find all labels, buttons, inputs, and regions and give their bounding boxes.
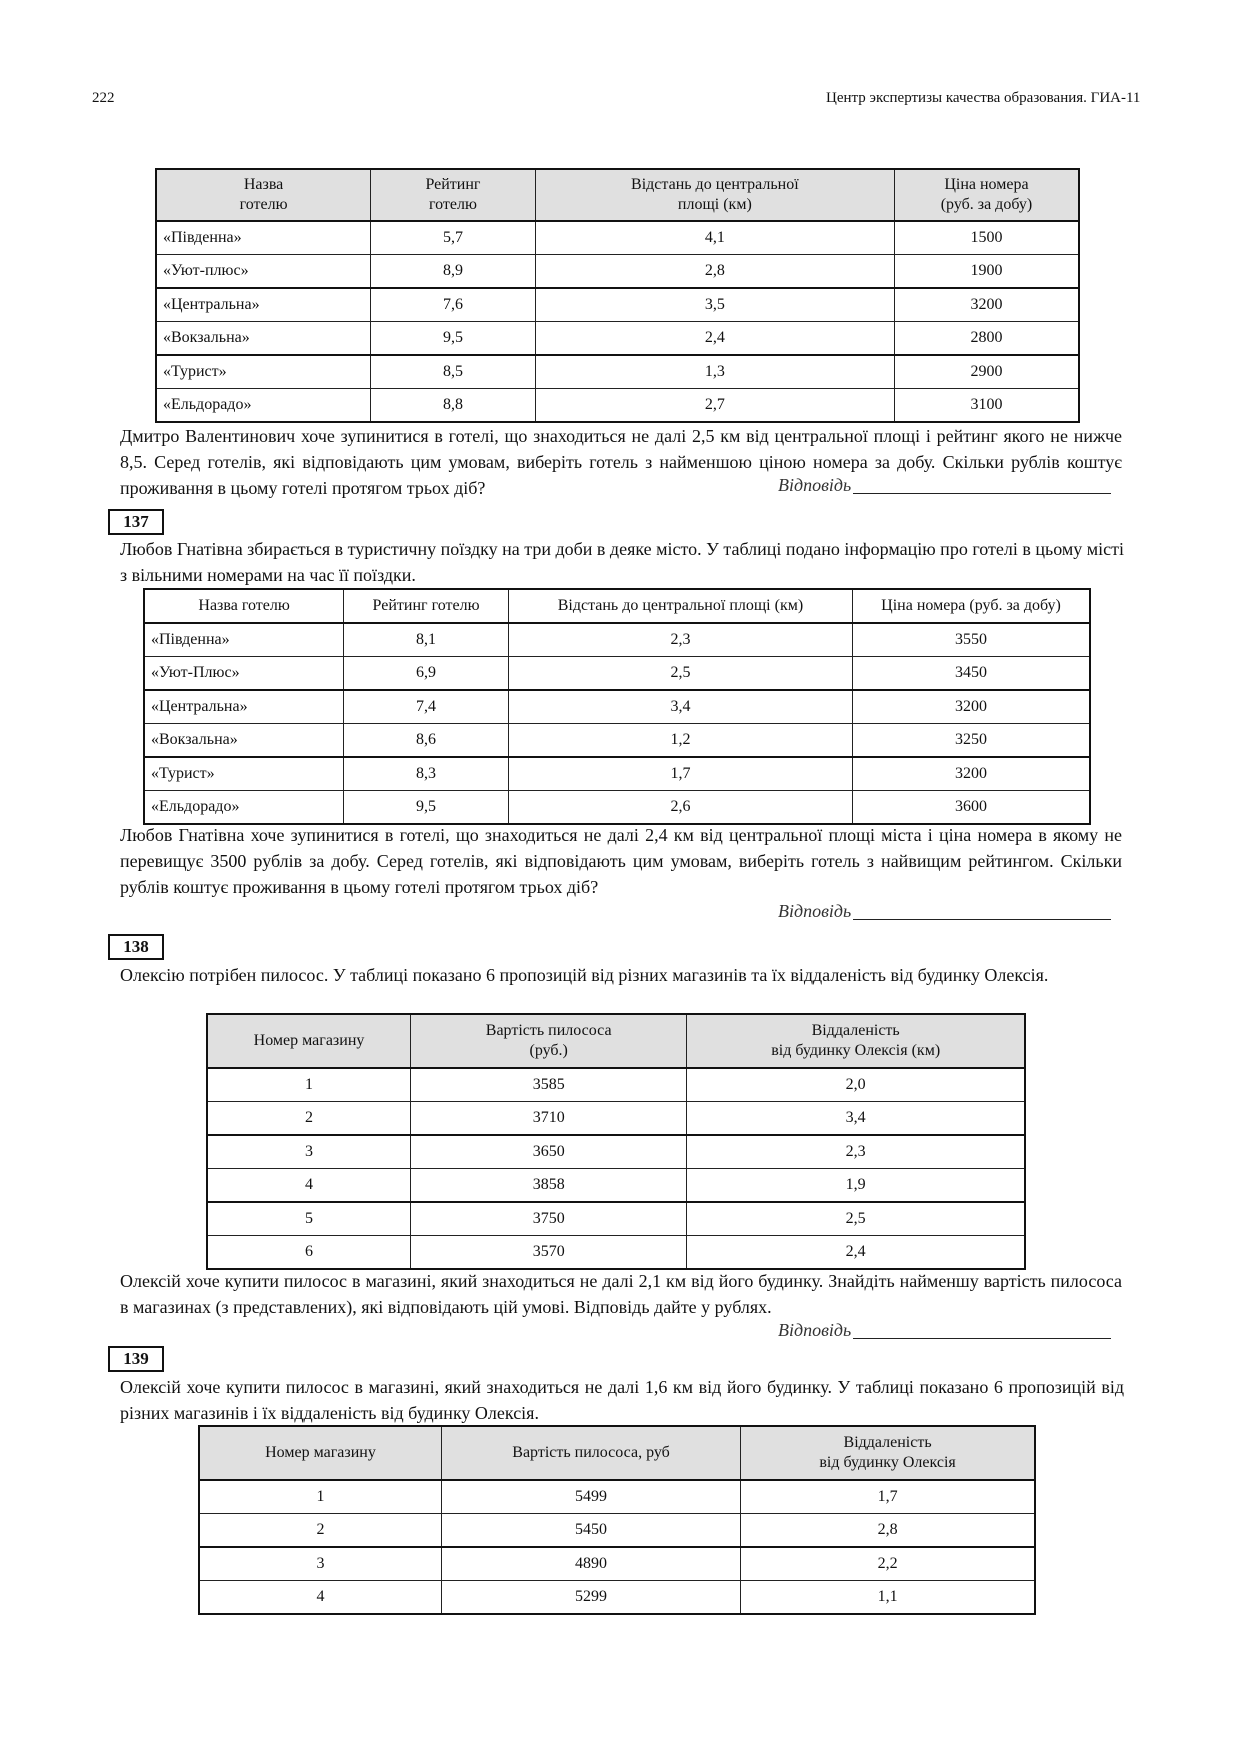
table-row — [156, 389, 1079, 423]
question-137-intro: Любов Гнатівна збирається в туристичну поїздку на три доби в деяке місто. У таблиці подано інформацію про готелі в цьому місті з вільними номерами на час її поїздки. — [120, 539, 1124, 585]
table-cell: 4890 — [441, 1547, 740, 1581]
table-header-cell: Віддаленість від будинку Олексія — [741, 1426, 1035, 1480]
question-number-138: 138 — [108, 934, 164, 960]
table-cell: 5499 — [441, 1480, 740, 1514]
table-row — [207, 1102, 1025, 1136]
table-cell: 2 — [207, 1102, 411, 1136]
table-cell: 8,1 — [344, 623, 509, 657]
table-cell: 8,9 — [371, 255, 536, 289]
table-cell: 2,6 — [508, 791, 852, 825]
table-row — [207, 1135, 1025, 1169]
table-header-cell: Номер магазину — [199, 1426, 441, 1480]
table-cell: 3570 — [411, 1236, 687, 1270]
answer-136 — [778, 475, 1111, 496]
table-cell: 4,1 — [535, 221, 894, 255]
hotels-table-2 — [143, 588, 1091, 825]
table-cell: 8,3 — [344, 757, 509, 791]
table-header-cell: Віддаленість від будинку Олексія (км) — [687, 1014, 1025, 1068]
table-cell: 3,4 — [687, 1102, 1025, 1136]
table-cell: 3200 — [894, 288, 1079, 322]
table-cell: «Вокзальна» — [156, 322, 371, 356]
table-cell: 3858 — [411, 1169, 687, 1203]
table-cell: 2,3 — [508, 623, 852, 657]
table-cell: 1500 — [894, 221, 1079, 255]
table-cell: 3200 — [853, 757, 1090, 791]
table-header-cell: Відстань до центральної площі (км) — [535, 169, 894, 221]
table-cell: 1,2 — [508, 724, 852, 758]
table-row — [156, 288, 1079, 322]
question-number-139: 139 — [108, 1346, 164, 1372]
table-row — [207, 1202, 1025, 1236]
table-cell: 5450 — [441, 1514, 740, 1548]
table-cell: 1 — [207, 1068, 411, 1102]
table-cell: 3200 — [853, 690, 1090, 724]
table-row — [144, 791, 1090, 825]
table-cell: 3 — [199, 1547, 441, 1581]
table-cell: 2,8 — [535, 255, 894, 289]
table-cell: 2800 — [894, 322, 1079, 356]
table-cell: 3 — [207, 1135, 411, 1169]
table-cell: 1,9 — [687, 1169, 1025, 1203]
table-cell: 2900 — [894, 355, 1079, 389]
table-cell: «Уют-плюс» — [156, 255, 371, 289]
table-cell: 7,4 — [344, 690, 509, 724]
table-cell: 3710 — [411, 1102, 687, 1136]
question-138-text: Олексій хоче купити пилосос в магазині, який знаходиться не далі 2,1 км від його будинку. Знайдіть найменшу вартість пилососа в магазинах (з представлених), які відповідають цій умові. Відповідь дайте у рублях. — [120, 1271, 1122, 1317]
table-cell: 8,6 — [344, 724, 509, 758]
table-row — [144, 757, 1090, 791]
table-header-cell: Ціна номера (руб. за добу) — [853, 589, 1090, 623]
table-cell: 3,4 — [508, 690, 852, 724]
table-cell: 2,5 — [508, 657, 852, 691]
table-cell: 1,7 — [508, 757, 852, 791]
table-row — [144, 657, 1090, 691]
table-cell: 3550 — [853, 623, 1090, 657]
table-header-cell: Рейтинг готелю — [344, 589, 509, 623]
question-139-intro: Олексій хоче купити пилосос в магазині, який знаходиться не далі 1,6 км від його будинку. У таблиці показано 6 пропозицій від різних магазинів і їх віддаленість від будинку Олексія. — [120, 1377, 1124, 1423]
answer-label: Відповідь — [778, 1320, 852, 1340]
table-row — [156, 355, 1079, 389]
table-cell: 2,4 — [687, 1236, 1025, 1270]
page-number: 222 — [92, 90, 115, 106]
question-number-137: 137 — [108, 509, 164, 535]
answer-label: Відповідь — [778, 475, 852, 495]
table-cell: 9,5 — [371, 322, 536, 356]
table-cell: 1,7 — [741, 1480, 1035, 1514]
table-cell: «Турист» — [144, 757, 344, 791]
table-cell: 2 — [199, 1514, 441, 1548]
table-row — [144, 724, 1090, 758]
shops-table-2 — [198, 1425, 1036, 1615]
table-header-cell: Відстань до центральної площі (км) — [508, 589, 852, 623]
answer-input-line[interactable] — [853, 493, 1111, 494]
question-138-intro: Олексію потрібен пилосос. У таблиці показано 6 пропозицій від різних магазинів та їх віддаленість від будинку Олексія. — [120, 965, 1049, 985]
table-cell: «Вокзальна» — [144, 724, 344, 758]
table-row — [156, 255, 1079, 289]
table-header-cell: Ціна номера (руб. за добу) — [894, 169, 1079, 221]
table-cell: 2,7 — [535, 389, 894, 423]
table-cell: 3585 — [411, 1068, 687, 1102]
table-header-cell: Назва готелю — [144, 589, 344, 623]
table-cell: «Ельдорадо» — [144, 791, 344, 825]
table-cell: 1900 — [894, 255, 1079, 289]
question-137-text: Любов Гнатівна хоче зупинитися в готелі, що знаходиться не далі 2,4 км від центральної площі міста і ціна номера в якому не перевищує 3500 рублів за добу. Серед готелів, які відповідають цим умовам, виберіть готель з найвищим рейтингом. Скільки рублів коштує проживання в цьому готелі протягом трьох діб? — [120, 825, 1122, 897]
table-cell: 8,5 — [371, 355, 536, 389]
table-cell: 3750 — [411, 1202, 687, 1236]
table-header-cell: Вартість пилососа, руб — [441, 1426, 740, 1480]
table-cell: «Турист» — [156, 355, 371, 389]
table-row — [207, 1169, 1025, 1203]
table-cell: 3,5 — [535, 288, 894, 322]
shops-table-1 — [206, 1013, 1026, 1270]
table-row — [199, 1581, 1035, 1615]
table-cell: «Південна» — [156, 221, 371, 255]
table-cell: 2,5 — [687, 1202, 1025, 1236]
table-header-cell: Назва готелю — [156, 169, 371, 221]
table-cell: 3100 — [894, 389, 1079, 423]
table-cell: 3250 — [853, 724, 1090, 758]
table-row — [144, 690, 1090, 724]
table-row — [199, 1547, 1035, 1581]
table-cell: 6 — [207, 1236, 411, 1270]
table-cell: 2,4 — [535, 322, 894, 356]
table-cell: 2,2 — [741, 1547, 1035, 1581]
answer-input-line[interactable] — [853, 919, 1111, 920]
table-row — [156, 322, 1079, 356]
table-header-cell: Вартість пилососа (руб.) — [411, 1014, 687, 1068]
answer-label: Відповідь — [778, 901, 852, 921]
page-header-title: Центр экспертизы качества образования. ГИА-11 — [826, 90, 1141, 106]
table-row — [199, 1480, 1035, 1514]
table-cell: 1 — [199, 1480, 441, 1514]
table-header-cell: Рейтинг готелю — [371, 169, 536, 221]
table-cell: 3450 — [853, 657, 1090, 691]
table-cell: 2,8 — [741, 1514, 1035, 1548]
table-cell: 1,1 — [741, 1581, 1035, 1615]
table-row — [207, 1236, 1025, 1270]
table-row — [156, 221, 1079, 255]
answer-137 — [778, 901, 1111, 922]
table-cell: 3650 — [411, 1135, 687, 1169]
table-cell: 2,3 — [687, 1135, 1025, 1169]
table-cell: 1,3 — [535, 355, 894, 389]
table-row — [144, 623, 1090, 657]
table-cell: «Південна» — [144, 623, 344, 657]
table-cell: 8,8 — [371, 389, 536, 423]
table-cell: 2,0 — [687, 1068, 1025, 1102]
table-cell: 5299 — [441, 1581, 740, 1615]
table-cell: «Ельдорадо» — [156, 389, 371, 423]
table-cell: «Центральна» — [156, 288, 371, 322]
table-cell: 7,6 — [371, 288, 536, 322]
table-cell: 4 — [207, 1169, 411, 1203]
table-cell: 5 — [207, 1202, 411, 1236]
answer-138 — [778, 1320, 1111, 1341]
table-cell: 9,5 — [344, 791, 509, 825]
hotels-table-1 — [155, 168, 1080, 423]
table-cell: «Уют-Плюс» — [144, 657, 344, 691]
answer-input-line[interactable] — [853, 1338, 1111, 1339]
table-cell: 6,9 — [344, 657, 509, 691]
table-header-cell: Номер магазину — [207, 1014, 411, 1068]
table-cell: 5,7 — [371, 221, 536, 255]
table-cell: 4 — [199, 1581, 441, 1615]
question-136-text: Дмитро Валентинович хоче зупинитися в готелі, що знаходиться не далі 2,5 км від центральної площі і рейтинг якого не нижче 8,5. Серед готелів, які відповідають цим умовам, виберіть готель з найменшою ціною номера за добу. Скільки рублів коштує проживання в цьому готелі протягом трьох діб? — [120, 426, 1122, 498]
table-cell: 3600 — [853, 791, 1090, 825]
table-row — [199, 1514, 1035, 1548]
table-cell: «Центральна» — [144, 690, 344, 724]
table-row — [207, 1068, 1025, 1102]
